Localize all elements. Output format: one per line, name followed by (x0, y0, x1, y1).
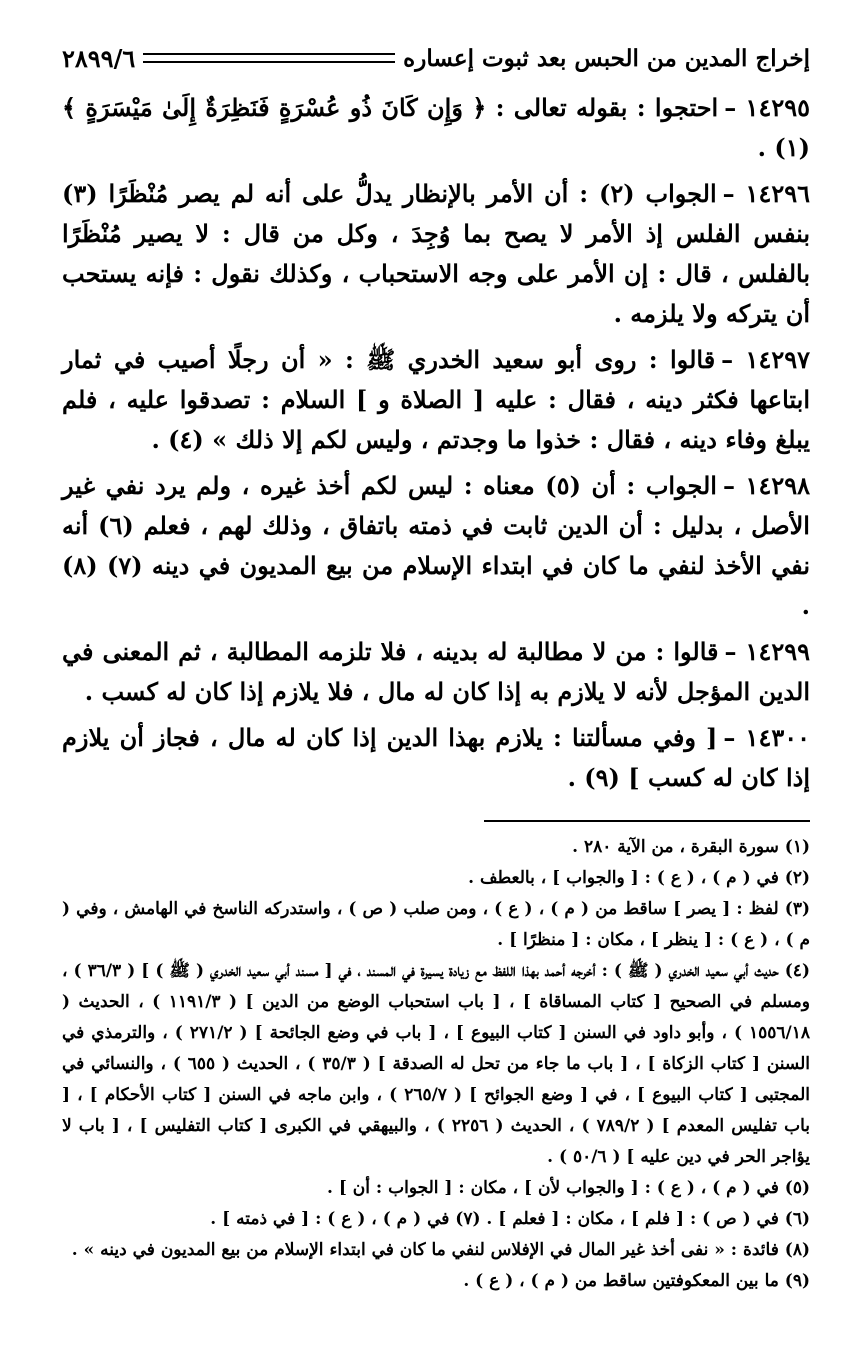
paragraph-text: احتجوا : بقوله تعالى : ﴿ وَإِن كَانَ ذُو عُسْرَةٍ فَنَظِرَةٌ إِلَىٰ مَيْسَرَةٍ ﴾ (١) . (62, 93, 810, 162)
paragraph-text: [ وفي مسألتنا : يلازم بهذا الدين إذا كان له مال ، فجاز أن يلازم إذا كان له كسب ] (٩) . (62, 723, 810, 792)
paragraph-14299 (62, 632, 810, 712)
main-text (62, 88, 810, 798)
footnote-6-7: (٦) في ( ص ) : [ فلم ] ، مكان : [ فعلم ] . (٧) في ( م ) ، ( ع ) : [ في ذمته ] . (210, 1209, 810, 1229)
footnotes (62, 832, 810, 1297)
paragraph-14300 (62, 718, 810, 798)
footnote-2: (٢) في ( م ) ، ( ع ) : [ والجواب ] ، بالعطف . (468, 868, 810, 888)
footnote-5: (٥) في ( م ) ، ( ع ) : [ والجواب لأن ] ، مكان : [ الجواب : أن ] . (327, 1178, 810, 1198)
header-rule (143, 53, 395, 63)
paragraph-number: ١٤٢٩٦ – (722, 179, 810, 208)
paragraph-14297 (62, 340, 810, 460)
footnote-3: (٣) لفظ : [ يصر ] ساقط من ( م ) ، ( ع ) ، ومن صلب ( ص ) ، واستدركه الناسخ في الهامش ، وفي ( م ) ، ( ع ) : [ ينظر ] ، مكان : [ منظرًا ] . (62, 899, 810, 950)
footnote-divider (484, 820, 810, 822)
paragraph-number: ١٤٢٩٨ – (722, 471, 810, 500)
paragraph-number: ١٤٢٩٩ – (724, 637, 810, 666)
footnote-4: (٤) حديث أبي سعيد الخدري ( ﷺ ) : أخرجه أحمد بهذا اللفظ مع زيادة يسيرة في المسند ، في [ مسند أبي سعيد الخدري ( ﷺ ) ] ( ٣٦/٣ ) ، ومسلم في الصحيح [ كتاب المساقاة ] ، [ باب استحباب الوضع من الدين ] ( ١١٩١/٣ ) ، الحديث ( ١٥٥٦/١٨ ) ، وأبو داود في السنن [ كتاب البيوع ] ، [ باب في وضع الجائحة ] ( ٢٧١/٢ ) ، والترمذي في السنن [ كتاب الزكاة ] ، [ باب ما جاء من تحل له الصدقة ] ( ٣٥/٣ ) ، الحديث ( ٦٥٥ ) ، والنسائي في المجتبى [ كتاب البيوع ] ، في [ وضع الجوائح ] ( ٢٦٥/٧ ) ، وابن ماجه في السنن [ كتاب الأحكام ] ، [ باب تفليس المعدم ] ( ٧٨٩/٢ ) ، الحديث ( ٢٢٥٦ ) ، والبيهقي في الكبرى [ كتاب التفليس ] ، [ باب لا يؤاجر الحر في دين عليه ] ( ٥٠/٦ ) . (62, 961, 810, 1167)
footnote-1: (١) سورة البقرة ، من الآية ٢٨٠ . (572, 837, 810, 857)
paragraph-number: ١٤٢٩٧ – (721, 345, 810, 374)
paragraph-number: ١٤٣٠٠ – (723, 723, 810, 752)
footnote-8: (٨) فائدة : « نفى أخذ غير المال في الإفلاس لنفي ما كان في ابتداء الإسلام من بيع المديون في دينه » . (71, 1240, 810, 1260)
page-number: ٢٨٩٩/٦ (62, 43, 136, 73)
running-header (62, 36, 810, 80)
paragraph-text: قالوا : من لا مطالبة له بدينه ، فلا تلزمه المطالبة ، ثم المعنى في الدين المؤجل لأنه لا يلازم به إذا كان له مال ، فلا يلازم إذا كان له كسب . (62, 637, 810, 706)
paragraph-text: الجواب : أن (٥) معناه : ليس لكم أخذ غيره ، ولم يرد نفي غير الأصل ، بدليل : أن الدين ثابت في ذمته باتفاق ، وذلك لهم ، فعلم (٦) أنه نفي الأخذ لنفي ما كان في ابتداء الإسلام من بيع المديون في دينه (٧) (٨) . (62, 471, 810, 620)
footnote-9: (٩) ما بين المعكوفتين ساقط من ( م ) ، ( ع ) . (463, 1271, 810, 1291)
paragraph-number: ١٤٢٩٥ – (724, 93, 810, 122)
paragraph-14296 (62, 174, 810, 334)
paragraph-text: الجواب (٢) : أن الأمر بالإنظار يدلُّ على أنه لم يصر مُنْظَرًا (٣) بنفس الفلس إذ الأمر لا يصح بما وُجِدَ ، وكل من قال : لا يصير مُنْظَرًا بالفلس ، قال : إن الأمر على وجه الاستحباب ، وكذلك نقول : فإنه يستحب أن يتركه ولا يلزمه . (62, 179, 811, 328)
paragraph-14298 (62, 466, 810, 626)
header-title: إخراج المدين من الحبس بعد ثبوت إعساره (403, 44, 810, 72)
paragraph-text: قالوا : روى أبو سعيد الخدري ﷺ : « أن رجلًا أصيب في ثمار ابتاعها فكثر دينه ، فقال : عليه [ الصلاة و ] السلام : تصدقوا عليه ، فلم يبلغ وفاء دينه ، فقال : خذوا ما وجدتم ، وليس لكم إلا ذلك » (٤) . (62, 345, 810, 454)
paragraph-14295 (62, 88, 810, 168)
page (62, 36, 810, 1297)
